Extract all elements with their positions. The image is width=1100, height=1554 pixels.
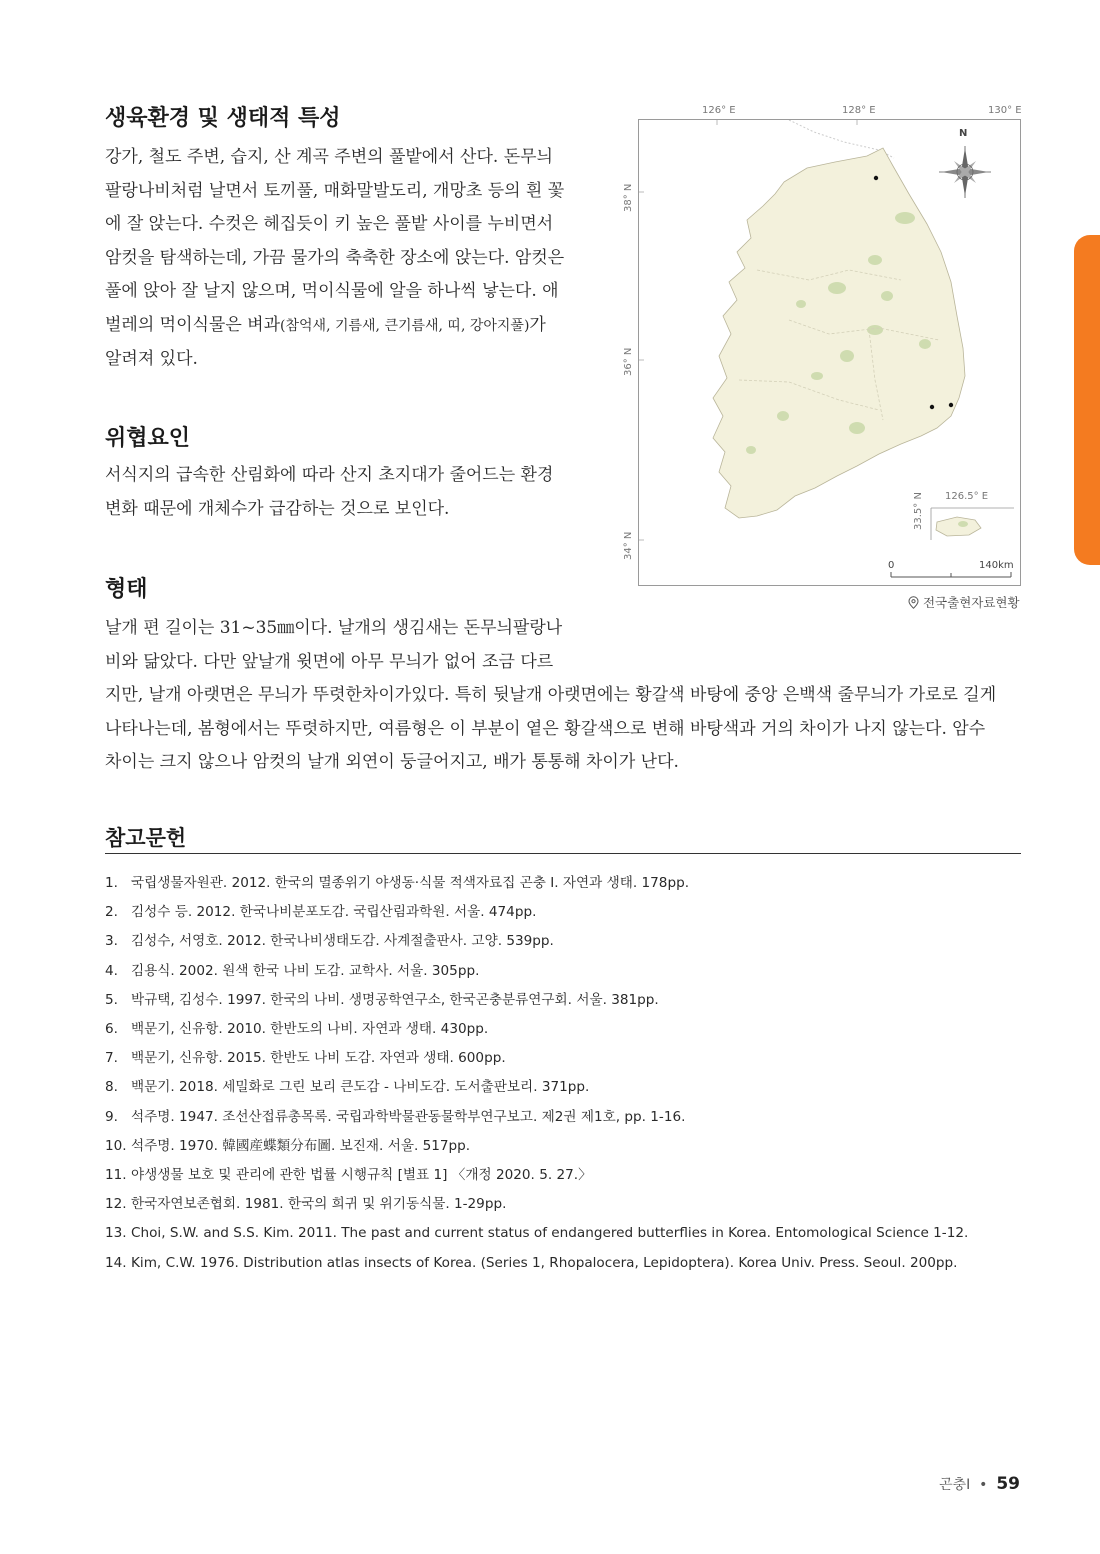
reference-item: [105, 898, 1021, 927]
reference-item: [105, 1190, 1021, 1219]
lat-label: 34° N: [623, 531, 634, 560]
threat-heading: 위협요인: [105, 426, 191, 451]
location-pin-icon: [908, 596, 919, 609]
reference-number: 13.: [105, 1225, 127, 1242]
reference-text: 한국자연보존협회. 1981. 한국의 희귀 및 위기동식물. 1-29pp.: [131, 1196, 507, 1213]
reference-text: 김성수 등. 2012. 한국나비분포도감. 국립산림과학원. 서울. 474pp.: [131, 904, 537, 921]
text-line: [105, 309, 575, 344]
scale-end-label: 140km: [979, 560, 1014, 571]
text-line: 팔랑나비처럼 날면서 토끼풀, 매화말발도리, 개망초 등의 흰 꽃: [105, 180, 565, 201]
map-source: [908, 593, 1020, 611]
reference-number: 2.: [105, 904, 118, 921]
reference-number: 12.: [105, 1196, 127, 1213]
text-line: 비와 닮았다. 다만 앞날개 윗면에 아무 무늬가 없어 조금 다르: [105, 651, 554, 672]
text-line: 서식지의 급속한 산림화에 따라 산지 초지대가 줄어드는 환경: [105, 465, 554, 485]
chapter-side-tab: [1074, 235, 1100, 565]
reference-number: 8.: [105, 1079, 118, 1096]
reference-number: 7.: [105, 1050, 118, 1067]
lon-label: 128° E: [842, 105, 876, 116]
text-line: 알려져 있다.: [105, 349, 198, 369]
reference-number: 10.: [105, 1137, 127, 1154]
reference-text: 김용식. 2002. 원색 한국 나비 도감. 교학사. 서울. 305pp.: [131, 962, 480, 979]
lon-label: 130° E: [988, 105, 1022, 116]
scale-start-label: 0: [888, 560, 895, 571]
jeju-landmass: [936, 517, 981, 536]
reference-number: 11.: [105, 1167, 127, 1184]
inset-lon-label: 126.5° E: [945, 491, 989, 502]
references-divider: [105, 853, 1021, 854]
lon-label: 126° E: [702, 105, 736, 116]
food-plant-list: (참억새, 기름새, 큰기름새, 띠, 강아지풀): [280, 317, 530, 334]
compass-icon: [939, 146, 991, 198]
reference-text: 박규택, 김성수. 1997. 한국의 나비. 생명공학연구소, 한국곤충분류연구회. 서울. 381pp.: [131, 991, 659, 1008]
reference-text: 야생생물 보호 및 관리에 관한 법률 시행규칙 [별표 1] 〈개정 2020. 5. 27.〉: [131, 1167, 592, 1184]
reference-text: 김성수, 서영호. 2012. 한국나비생태도감. 사계절출판사. 고양. 539pp.: [131, 933, 554, 950]
text-line: 풀에 앉아 잘 날지 않으며, 먹이식물에 알을 하나씩 낳는다. 애: [105, 281, 559, 301]
reference-number: 1.: [105, 875, 118, 891]
reference-text: 국립생물자원관. 2012. 한국의 멸종위기 야생동·식물 적색자료집 곤충 I. 자연과 생태. 178pp.: [131, 875, 690, 891]
text-line-end: 가: [529, 314, 546, 335]
habitat-paragraph: [105, 141, 575, 377]
text-line: 날개 편 길이는 31~35㎜이다. 날개의 생김새는 돈무늬팔랑나: [105, 618, 563, 638]
reference-number: 4.: [105, 962, 118, 979]
text-line-main: 벌레의 먹이식물은 벼과: [105, 314, 281, 335]
reference-text: 석주명. 1970. 韓國産蝶類分布圖. 보진재. 서울. 517pp.: [131, 1137, 471, 1154]
reference-text: 백문기, 신유항. 2010. 한반도의 나비. 자연과 생태. 430pp.: [131, 1021, 489, 1038]
footer-bullet: •: [979, 1477, 988, 1493]
reference-text: 석주명. 1947. 조선산접류총목록. 국립과학박물관동물학부연구보고. 제2권 제1호, pp. 1-16.: [131, 1108, 686, 1125]
reference-item: [105, 1044, 1021, 1073]
morphology-paragraph-full: [105, 679, 1025, 780]
north-label: N: [959, 128, 968, 139]
reference-item: [105, 1073, 1021, 1102]
reference-item: [105, 1249, 1021, 1278]
reference-number: 3.: [105, 933, 118, 950]
text-line: 변화 때문에 개체수가 급감하는 것으로 보인다.: [105, 498, 450, 519]
reference-item: [105, 1103, 1021, 1132]
reference-text: Kim, C.W. 1976. Distribution atlas insects of Korea. (Series 1, Rhopalocera, Lepidoptera). Korea Univ. Press. Seoul. 200pp.: [131, 1254, 958, 1271]
map-source-text: 전국출현자료현황: [922, 595, 1020, 610]
morphology-paragraph-top: [105, 612, 575, 679]
text-line: 에 잘 앉는다. 수컷은 헤집듯이 키 높은 풀밭 사이를 누비면서: [105, 214, 554, 234]
references-heading: 참고문헌: [105, 826, 187, 850]
reference-text: 백문기. 2018. 세밀화로 그린 보리 큰도감 - 나비도감. 도서출판보리. 371pp.: [131, 1079, 590, 1096]
reference-number: 6.: [105, 1021, 118, 1038]
reference-item: [105, 1015, 1021, 1044]
text-line: 강가, 철도 주변, 습지, 산 계곡 주변의 풀밭에서 산다. 돈무늬: [105, 147, 553, 167]
text-line: 지만, 날개 아랫면은 무늬가 뚜렷한차이가있다. 특히 뒷날개 아랫면에는 황갈색 바탕에 중앙 은백색 줄무늬가 가로로 길게: [105, 685, 997, 705]
reference-item: [105, 1132, 1021, 1161]
reference-item: [105, 1161, 1021, 1190]
reference-text: 백문기, 신유항. 2015. 한반도 나비 도감. 자연과 생태. 600pp.: [131, 1050, 506, 1067]
habitat-heading: 생육환경 및 생태적 특성: [105, 106, 341, 131]
reference-item: [105, 927, 1021, 956]
reference-item: [105, 986, 1021, 1015]
page-footer: [939, 1474, 1020, 1494]
text-line: 차이는 크지 않으나 암컷의 날개 외연이 둥글어지고, 배가 통통해 차이가 난다.: [105, 752, 679, 772]
reference-number: 14.: [105, 1254, 127, 1271]
distribution-map: [638, 119, 1021, 586]
text-line: 나타나는데, 봄형에서는 뚜렷하지만, 여름형은 이 부분이 옅은 황갈색으로 변해 바탕색과 거의 차이가 나지 않는다. 암수: [105, 718, 986, 739]
text-line: 암컷을 탐색하는데, 가끔 물가의 축축한 장소에 앉는다. 암컷은: [105, 247, 565, 268]
reference-number: 9.: [105, 1108, 118, 1125]
morphology-heading: 형태: [105, 577, 148, 602]
inset-lat-label: 33.5° N: [913, 492, 924, 530]
scale-bar: [891, 572, 1011, 577]
lat-label: 36° N: [623, 347, 634, 376]
map-svg: [639, 120, 1020, 585]
reference-text: Choi, S.W. and S.S. Kim. 2011. The past and current status of endangered butterflies in Korea. Entomological Science 1-12.: [131, 1225, 969, 1242]
footer-category: 곤충Ⅰ: [939, 1477, 971, 1493]
reference-item: [105, 1219, 1021, 1248]
lat-label: 38° N: [623, 183, 634, 212]
threat-paragraph: [105, 459, 575, 526]
reference-number: 5.: [105, 991, 118, 1008]
references-list: [105, 869, 1021, 1278]
reference-item: [105, 869, 1021, 898]
reference-item: [105, 957, 1021, 986]
page-number: 59: [996, 1474, 1020, 1494]
